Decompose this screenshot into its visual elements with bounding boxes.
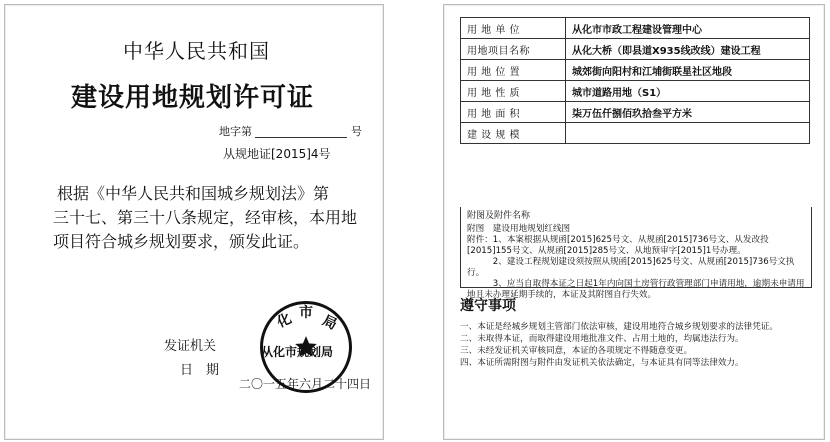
row-value — [566, 123, 810, 144]
issue-date: 二〇一五年六月二十四日 — [239, 377, 372, 391]
country-title: 中华人民共和国 — [123, 39, 270, 63]
seal-text-right: 局 — [319, 312, 340, 334]
body-line-2: 三十七、第三十八条规定，经审核，本用地 — [53, 208, 358, 227]
date-label: 日 期 — [180, 363, 220, 378]
table-row — [461, 81, 810, 102]
row-label: 用地项目名称 — [461, 39, 566, 60]
row-value: 城郊街向阳村和江埔街联星社区地段 — [566, 60, 810, 81]
attachment-line: 3、应当自取得本证之日起1年内向国土房管行政管理部门申请用地，逾期未申请用地且未办理延期手续的，本证及其附图自行失效。 — [467, 279, 805, 300]
land-info-table — [460, 17, 810, 144]
issuer-label: 发证机关 — [164, 339, 217, 354]
row-value: 从化大桥（即县道X935线改线）建设工程 — [566, 39, 810, 60]
row-value: 柒万伍仟捌佰玖拾叁平方米 — [566, 102, 810, 123]
notice-item: 一、本证是经城乡规划主管部门依法审核，建设用地符合城乡规划要求的法律凭证。 — [460, 322, 778, 332]
table-row — [461, 18, 810, 39]
attachments-heading: 附图及附件名称 — [467, 211, 531, 221]
notice-item: 二、未取得本证，而取得建设用地批准文件、占用土地的，均属违法行为。 — [460, 334, 744, 344]
row-label: 用 地 单 位 — [461, 18, 566, 39]
row-label: 用 地 面 积 — [461, 102, 566, 123]
table-row — [461, 39, 810, 60]
notice-item: 四、本证所需附图与附件由发证机关依法确定，与本证具有同等法律效力。 — [460, 358, 744, 368]
row-label: 建 设 规 模 — [461, 123, 566, 144]
attachments-box — [460, 207, 812, 300]
cert-no-unit: 号 — [351, 125, 362, 138]
body-line-3: 项目符合城乡规划要求，颁发此证。 — [53, 232, 310, 251]
notices-section — [460, 295, 810, 369]
seal-text-mid: 市 — [299, 305, 313, 321]
notice-item: 三、未经发证机关审核同意，本证的各项规定不得随意变更。 — [460, 346, 693, 356]
notices-title: 遵守事项 — [460, 298, 516, 314]
certificate-title: 建设用地规划许可证 — [71, 83, 315, 113]
certificate-number: 从规地证[2015]4号 — [223, 147, 331, 161]
table-row — [461, 102, 810, 123]
attachment-line: 附图 建设用地规划红线图 — [467, 224, 571, 234]
attachment-line: 2、建设工程规划建设须按照从规函[2015]625号文、从规函[2015]736号文执行。 — [467, 257, 795, 278]
license-front-page — [4, 4, 384, 440]
cert-no-label: 地字第 — [219, 125, 252, 138]
row-value: 从化市市政工程建设管理中心 — [566, 18, 810, 39]
row-value: 城市道路用地（S1） — [566, 81, 810, 102]
body-line-1: 根据《中华人民共和国城乡规划法》第 — [57, 184, 330, 203]
row-label: 用 地 性 质 — [461, 81, 566, 102]
cert-no-underline — [255, 137, 347, 138]
table-row — [461, 123, 810, 144]
license-back-page — [443, 4, 825, 440]
issuer-value: 从化市规划局 — [261, 345, 334, 359]
attachment-line: 附件：1、本案根据从规函[2015]625号文、从规函[2015]736号文、从发改投[2015]155号文、从规函[2015]285号文、从地预审字[2015]1号办理。 — [467, 235, 769, 256]
table-row — [461, 60, 810, 81]
seal-text-left: 化 — [274, 310, 295, 332]
row-label: 用 地 位 置 — [461, 60, 566, 81]
